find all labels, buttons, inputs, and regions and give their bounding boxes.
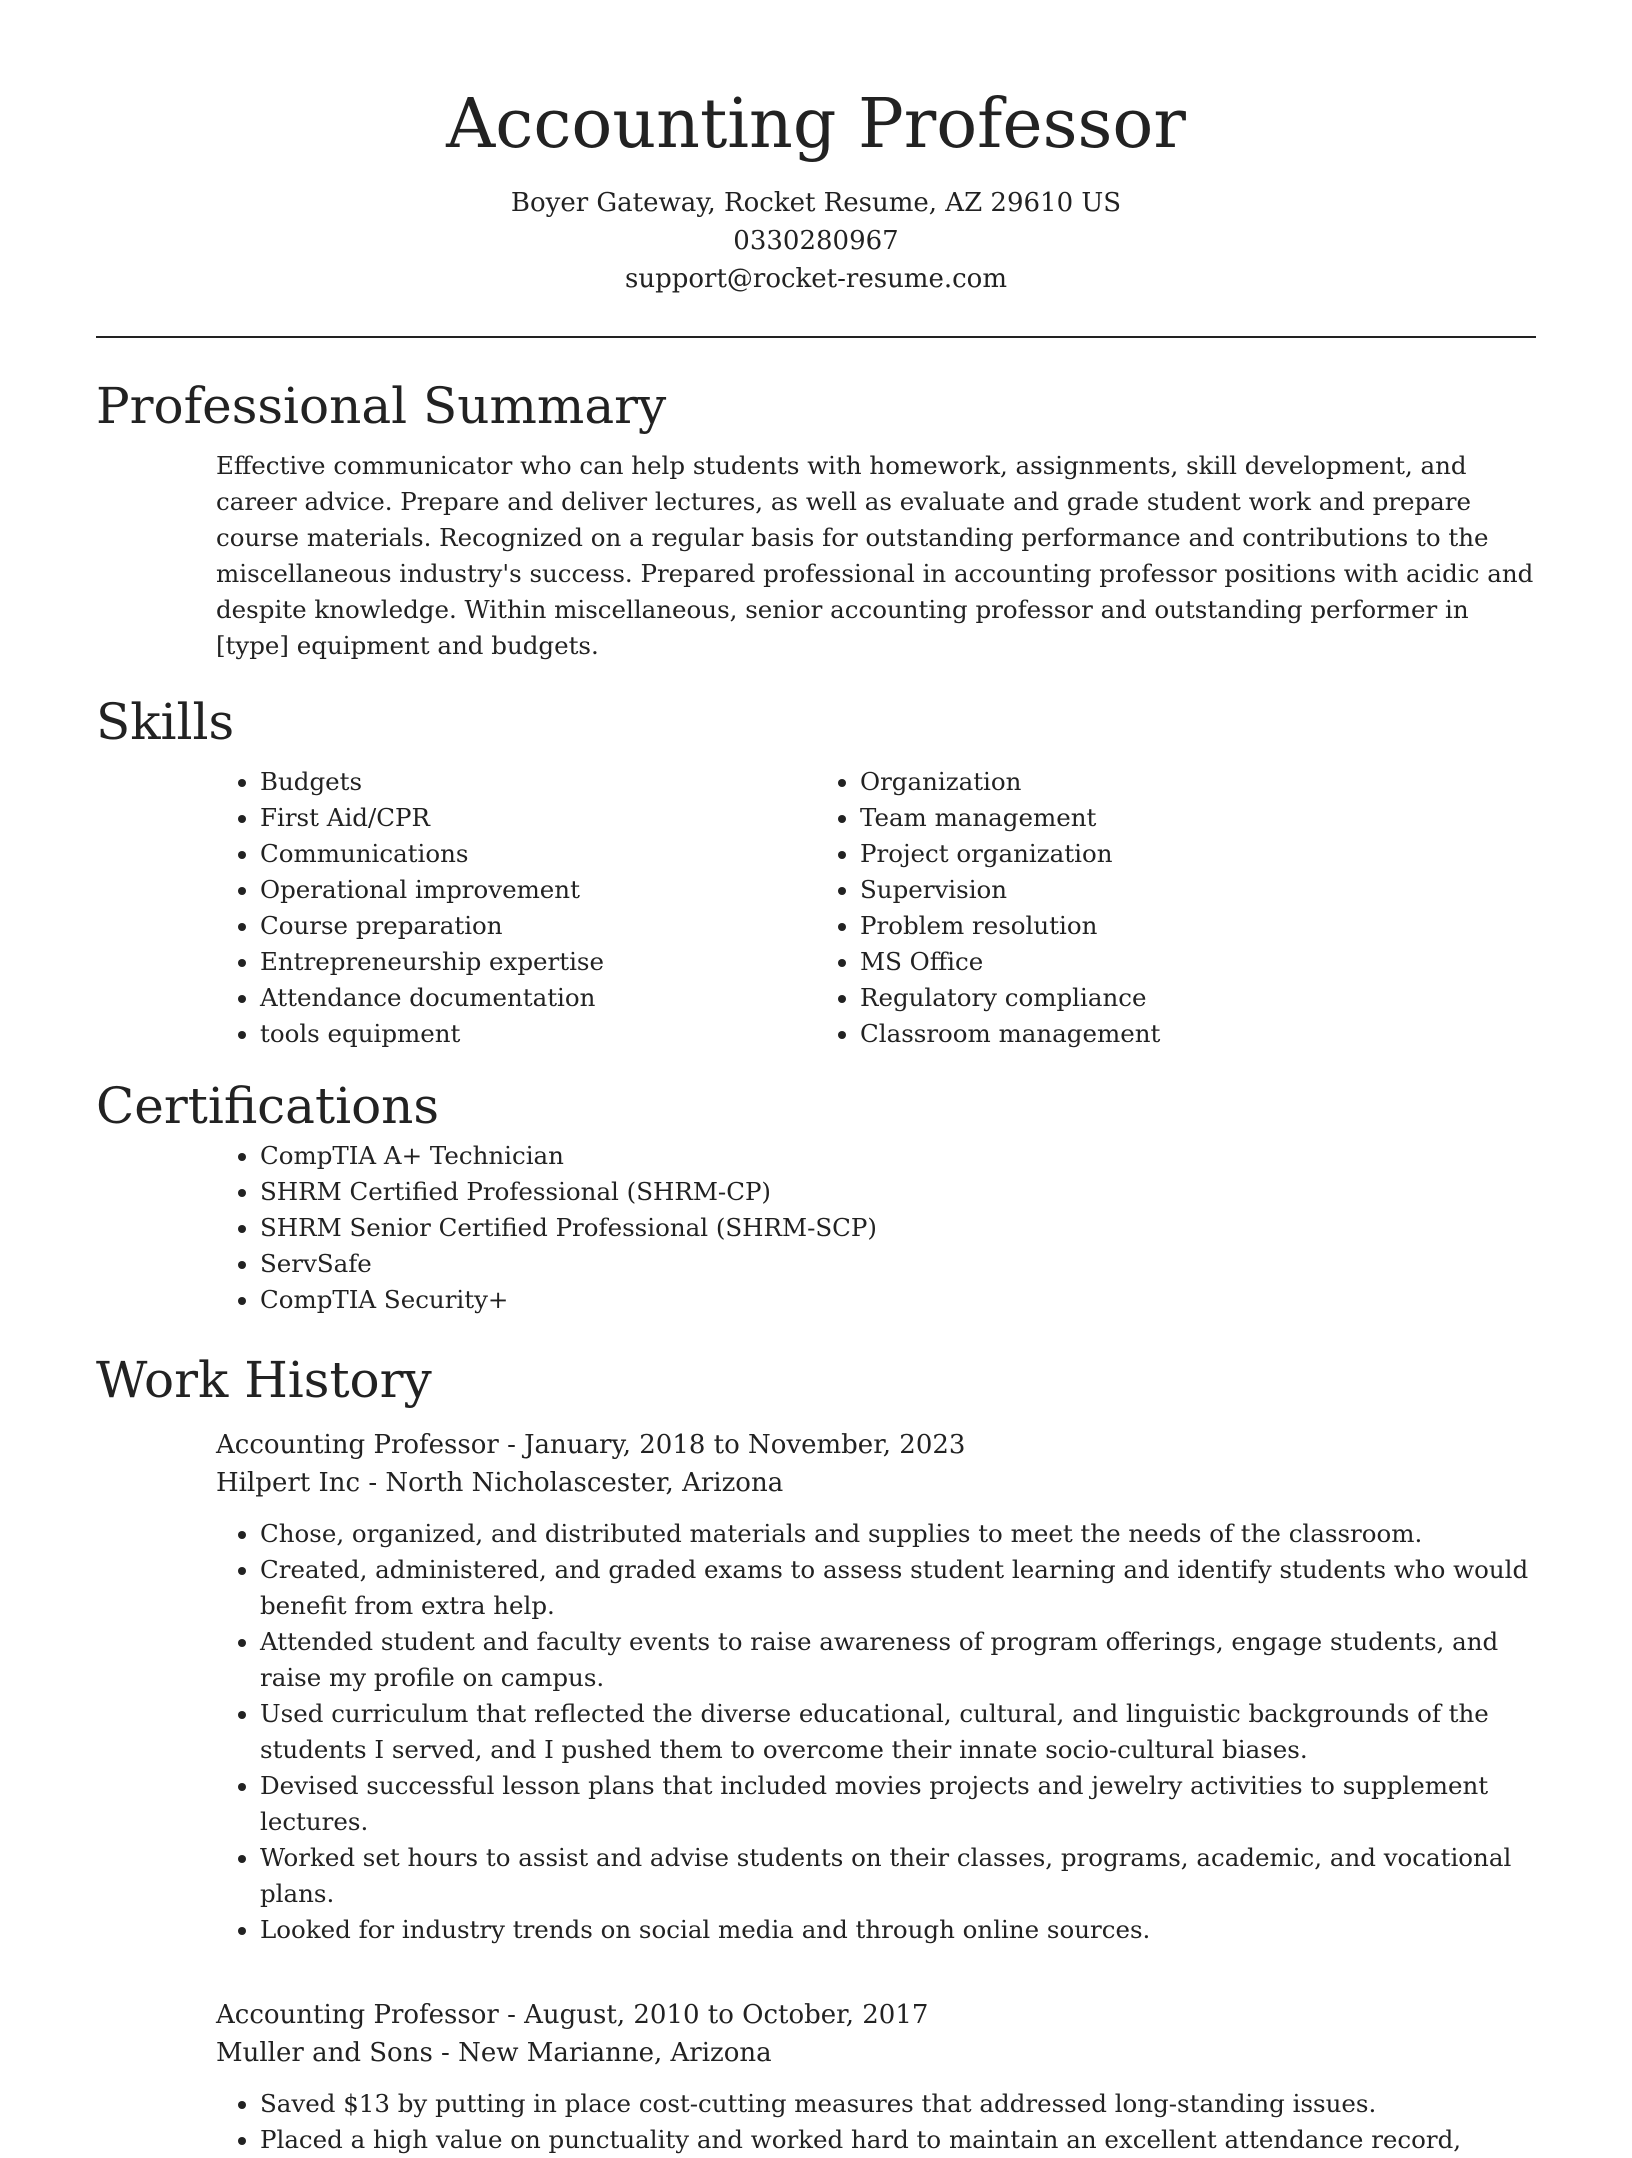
certification-item: • CompTIA Security+ — [260, 1282, 1536, 1318]
summary-heading: Professional Summary — [96, 377, 667, 435]
skills-section — [96, 690, 1536, 1052]
job-bullets — [216, 2086, 1536, 2158]
certifications-heading: Certifications — [96, 1077, 440, 1135]
skill-item: • Budgets — [260, 764, 746, 800]
skill-item: • MS Office — [860, 944, 1160, 980]
contact-phone: 0330280967 — [733, 226, 899, 256]
skill-item: • Communications — [260, 836, 746, 872]
skill-item: • Problem resolution — [860, 908, 1160, 944]
contact-email: support@rocket-resume.com — [624, 264, 1007, 294]
job-company-location: Hilpert Inc - North Nicholascester, Arizona — [216, 1468, 784, 1498]
job-bullet: • Devised successful lesson plans that included movies projects and jewelry activities to supplement lectures. — [260, 1768, 1536, 1840]
work-history-section — [96, 1348, 1536, 2158]
job-entry — [216, 1996, 1536, 2158]
skill-item: • tools equipment — [260, 1016, 746, 1052]
certifications-list — [96, 1138, 1536, 1318]
certification-item: • CompTIA A+ Technician — [260, 1138, 1536, 1174]
skill-item: • Course preparation — [260, 908, 746, 944]
summary-section — [96, 374, 1536, 664]
contact-block — [96, 184, 1536, 298]
header-divider — [96, 336, 1536, 338]
job-title-dates: Accounting Professor - January, 2018 to November, 2023 — [216, 1430, 966, 1460]
skill-item: • Project organization — [860, 836, 1160, 872]
job-bullet: • Created, administered, and graded exams to assess student learning and identify students who would benefit from extra help. — [260, 1552, 1536, 1624]
skills-list-right — [746, 764, 1160, 1052]
job-bullet: • Looked for industry trends on social media and through online sources. — [260, 1912, 1536, 1948]
certification-item: • SHRM Senior Certified Professional (SHRM-SCP) — [260, 1210, 1536, 1246]
skill-item: • First Aid/CPR — [260, 800, 746, 836]
resume-header — [96, 0, 1536, 298]
certifications-section — [96, 1074, 1536, 1318]
skills-grid — [96, 764, 1536, 1052]
job-bullet: • Attended student and faculty events to raise awareness of program offerings, engage students, and raise my profile on campus. — [260, 1624, 1536, 1696]
skill-item: • Organization — [860, 764, 1160, 800]
skill-item: • Team management — [860, 800, 1160, 836]
contact-address: Boyer Gateway, Rocket Resume, AZ 29610 US — [510, 188, 1122, 218]
summary-text: Effective communicator who can help students with homework, assignments, skill development, and career advice. Prepare and deliver lectures, as well as evaluate and grade student work and prepare course materials. Recognized on a regular basis for outstanding performance and contributions to the miscellaneous industry's success. Prepared professional in accounting professor positions with acidic and despite knowledge. Within miscellaneous, senior accounting professor and outstanding performer in [type] equipment and budgets. — [216, 451, 1534, 660]
job-bullet: • Chose, organized, and distributed materials and supplies to meet the needs of the classroom. — [260, 1516, 1536, 1552]
skill-item: • Supervision — [860, 872, 1160, 908]
job-title-dates: Accounting Professor - August, 2010 to October, 2017 — [216, 2000, 929, 2030]
job-bullet: • Worked set hours to assist and advise students on their classes, programs, academic, and vocational plans. — [260, 1840, 1536, 1912]
skills-list-left — [96, 764, 746, 1052]
work-history-heading: Work History — [96, 1351, 432, 1409]
job-bullets — [216, 1516, 1536, 1948]
job-bullet: • Used curriculum that reflected the diverse educational, cultural, and linguistic backgrounds of the students I served, and I pushed them to overcome their innate socio-cultural biases. — [260, 1696, 1536, 1768]
skill-item: • Regulatory compliance — [860, 980, 1160, 1016]
job-entry — [216, 1426, 1536, 1948]
certification-item: • ServSafe — [260, 1246, 1536, 1282]
job-bullet: • Saved $13 by putting in place cost-cutting measures that addressed long-standing issues. — [260, 2086, 1536, 2122]
certification-item: • SHRM Certified Professional (SHRM-CP) — [260, 1174, 1536, 1210]
skill-item: • Attendance documentation — [260, 980, 746, 1016]
skills-heading: Skills — [96, 693, 235, 751]
skill-item: • Classroom management — [860, 1016, 1160, 1052]
skill-item: • Operational improvement — [260, 872, 746, 908]
job-bullet: • Placed a high value on punctuality and worked hard to maintain an excellent attendance record, — [260, 2122, 1536, 2158]
skill-item: • Entrepreneurship expertise — [260, 944, 746, 980]
resume-name: Accounting Professor — [446, 85, 1186, 164]
job-company-location: Muller and Sons - New Marianne, Arizona — [216, 2038, 772, 2068]
